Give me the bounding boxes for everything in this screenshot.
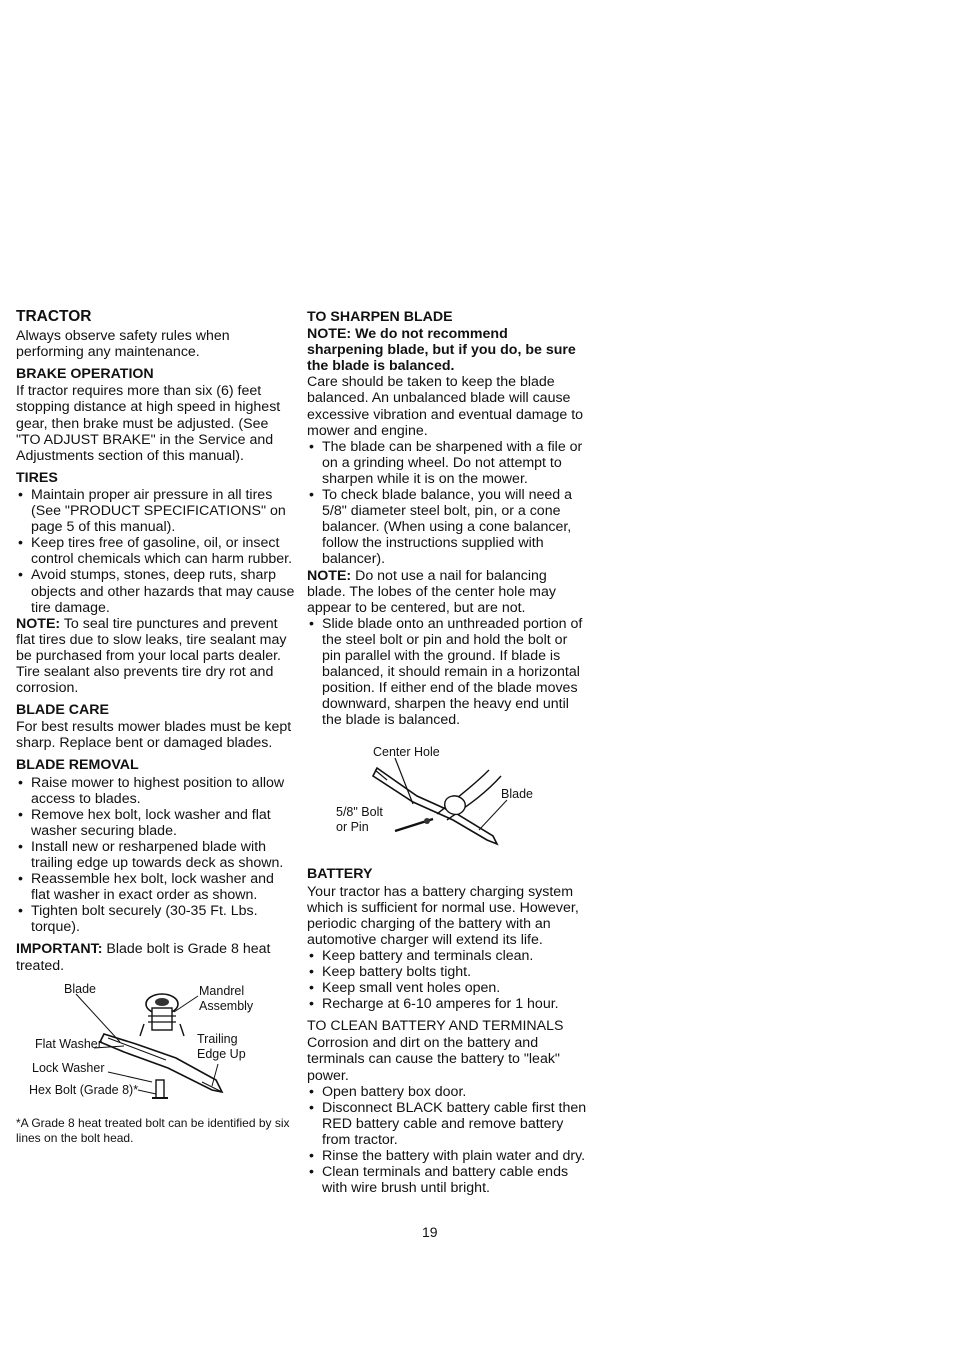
list-item: • Tighten bolt securely (30-35 Ft. Lbs. torque). — [16, 903, 296, 935]
note-label: NOTE: — [307, 567, 352, 584]
list-item: • Maintain proper air pressure in all tires (See "PRODUCT SPECIFICATIONS" on page 5 of this manual). — [16, 487, 296, 535]
important-text: Blade bolt is Grade 8 heat treated. — [16, 941, 271, 974]
note-text: To seal tire punctures and prevent flat tires due to slow leaks, tire sealant may be purchased from your local parts dealer. Tire sealant also prevents tire dry rot and corrosion. — [16, 615, 287, 697]
tires-note — [16, 616, 296, 696]
brake-heading: BRAKE OPERATION — [16, 366, 154, 383]
list-item: • Install new or resharpened blade with trailing edge up towards deck as shown. — [16, 839, 296, 871]
right-column — [307, 309, 587, 1196]
blade-removal-list — [16, 775, 296, 936]
list-item: • Disconnect BLACK battery cable first then RED battery cable and remove battery from tractor. — [307, 1100, 587, 1148]
battery-list — [307, 948, 587, 1012]
figure-label-mandrel: Mandrel — [199, 983, 245, 998]
figure-label-hex-bolt: Hex Bolt (Grade 8)* — [29, 1082, 139, 1097]
figure-label-bolt: 5/8" Bolt — [336, 805, 383, 820]
important-label: IMPORTANT: — [16, 941, 103, 958]
tires-list — [16, 487, 296, 616]
figure-label-edge-up: Edge Up — [197, 1046, 246, 1061]
sharpen-note: NOTE: We do not recommend sharpening blade, but if you do, be sure the blade is balanced. — [307, 326, 576, 375]
battery-heading: BATTERY — [307, 866, 373, 883]
page-number: 19 — [422, 1224, 438, 1240]
list-item: • Avoid stumps, stones, deep ruts, sharp objects and other hazards that may cause tire damage. — [16, 567, 296, 615]
slide-list — [307, 616, 587, 729]
list-item: • Reassemble hex bolt, lock washer and flat washer in exact order as shown. — [16, 871, 296, 903]
blade-care-text: For best results mower blades must be kept sharp. Replace bent or damaged blades. — [16, 719, 292, 752]
brake-text: If tractor requires more than six (6) feet stopping distance at high speed in highest gear, then brake must be adjusted. (See "TO ADJUST BRAKE" in the Service and Adjustments section of this manual). — [16, 383, 281, 464]
balance-drawing — [307, 744, 577, 856]
list-item: • Rinse the battery with plain water and dry. — [307, 1148, 587, 1164]
figure-label-center-hole: Center Hole — [373, 745, 440, 760]
clean-list — [307, 1084, 587, 1197]
figure-label-or-pin: or Pin — [336, 820, 369, 835]
grade-footnote: *A Grade 8 heat treated bolt can be identified by six lines on the bolt head. — [16, 1115, 290, 1145]
list-item: • Recharge at 6-10 amperes for 1 hour. — [307, 996, 587, 1012]
sharpen-list — [307, 439, 587, 568]
blade-assembly-figure — [16, 982, 286, 1112]
list-item: • To check blade balance, you will need a 5/8" diameter steel bolt, pin, or a cone balancer. (When using a cone balancer, follow the instructions supplied with balancer). — [307, 487, 587, 567]
nail-note — [307, 568, 587, 616]
battery-text: Your tractor has a battery charging system which is sufficient for normal use. However, periodic charging of the battery with an automotive charger will extend its life. — [307, 883, 579, 948]
list-item: • Open battery box door. — [307, 1084, 587, 1100]
list-item: • Clean terminals and battery cable ends with wire brush until bright. — [307, 1164, 587, 1196]
list-item: • Raise mower to highest position to allow access to blades. — [16, 775, 296, 807]
sharpen-heading: TO SHARPEN BLADE — [307, 309, 453, 325]
tractor-text: Always observe safety rules when performing any maintenance. — [16, 328, 230, 361]
list-item: • Remove hex bolt, lock washer and flat washer securing blade. — [16, 807, 296, 839]
list-item: • Keep tires free of gasoline, oil, or insect control chemicals which can harm rubber. — [16, 535, 296, 567]
tires-heading: TIRES — [16, 469, 58, 486]
list-item: • Keep small vent holes open. — [307, 980, 587, 996]
list-item: • Keep battery and terminals clean. — [307, 948, 587, 964]
figure-label-blade: Blade — [501, 787, 533, 802]
note-text: Do not use a nail for balancing blade. The lobes of the center hole may appear to be centered, but are not. — [307, 567, 556, 616]
balance-figure — [307, 744, 577, 856]
clean-text: Corrosion and dirt on the battery and terminals can cause the battery to "leak" power. — [307, 1035, 560, 1084]
clean-heading: TO CLEAN BATTERY AND TERMINALS — [307, 1018, 564, 1035]
tractor-heading: TRACTOR — [16, 308, 92, 325]
figure-label-blade: Blade — [64, 981, 96, 996]
list-item: • Keep battery bolts tight. — [307, 964, 587, 980]
blade-care-heading: BLADE CARE — [16, 702, 110, 719]
blade-removal-heading: BLADE REMOVAL — [16, 757, 139, 774]
list-item: • The blade can be sharpened with a file or on a grinding wheel. Do not attempt to sharpen while it is on the mower. — [307, 439, 587, 487]
figure-label-trailing: Trailing — [197, 1031, 238, 1046]
important-note — [16, 941, 296, 973]
figure-label-assembly: Assembly — [199, 998, 254, 1013]
note-label: NOTE: — [16, 615, 61, 632]
list-item: • Slide blade onto an unthreaded portion of the steel bolt or pin and hold the bolt or pin parallel with the ground. If blade is balanced, it should remain in a horizontal position. If either end of the blade moves downward, sharpen the heavy end until the blade is balanced. — [307, 616, 587, 729]
figure-label-flat-washer: Flat Washer — [35, 1036, 102, 1051]
left-column — [16, 309, 296, 1146]
figure-label-lock-washer: Lock Washer — [32, 1060, 105, 1075]
sharpen-text: Care should be taken to keep the blade balanced. An unbalanced blade will cause excessive vibration and eventual damage to mower and engine. — [307, 374, 584, 439]
